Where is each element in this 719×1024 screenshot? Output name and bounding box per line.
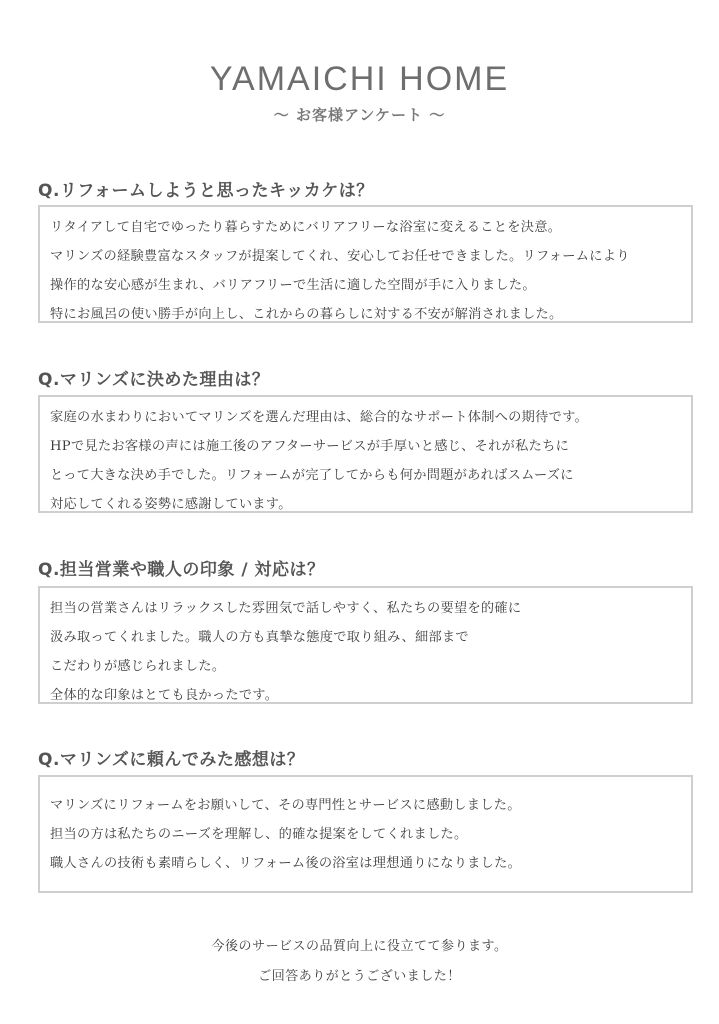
survey-subtitle: ～ お客様アンケート ～ [273,106,446,124]
answer-1-box [38,205,693,323]
answer-4-line-3: 職人さんの技術も素晴らしく、リフォーム後の浴室は理想通りになりました。 [50,856,522,871]
answer-1-line-3: 操作的な安心感が生まれ、バリアフリーで生活に適した空間が手に入りました。 [50,278,536,293]
footer-message-2: ご回答ありがとうございました！ [258,969,461,984]
answer-4-line-1: マリンズにリフォームをお願いして、その専門性とサービスに感動しました。 [50,798,521,813]
answer-3-box [38,586,693,704]
answer-3-line-3: こだわりが感じられました。 [50,659,226,674]
answer-2-line-4: 対応してくれる姿勢に感謝しています。 [50,497,292,512]
answer-4-box [38,775,693,893]
question-3-heading: Q.担当営業や職人の印象 / 対応は？ [38,560,325,580]
answer-3-line-2: 汲み取ってくれました。職人の方も真摯な態度で取り組み、細部まで [50,630,469,645]
answer-2-line-3: とって大きな決め手でした。リフォームが完了してからも何か問題があればスムーズに [50,468,574,483]
answer-1-line-1: リタイアして自宅でゆったり暮らすためにバリアフリーな浴室に変えることを決意。 [50,220,562,235]
answer-4-line-2: 担当の方は私たちのニーズを理解し、的確な提案をしてくれました。 [50,827,468,842]
brand-logo: YAMAICHI HOME [209,60,510,98]
answer-2-line-2: HPで見たお客様の声には施工後のアフターサービスが手厚いと感じ、それが私たちに [50,439,570,454]
answer-3-line-1: 担当の営業さんはリラックスした雰囲気で話しやすく、私たちの要望を的確に [50,601,522,616]
answer-2-box [38,395,693,513]
answer-3-line-4: 全体的な印象はとても良かったです。 [50,688,279,703]
question-2-heading: Q.マリンズに決めた理由は？ [38,370,270,390]
question-4-heading: Q.マリンズに頼んでみた感想は？ [38,750,305,770]
footer-message-1: 今後のサービスの品質向上に役立てて参ります。 [211,939,508,954]
answer-2-line-1: 家庭の水まわりにおいてマリンズを選んだ理由は、総合的なサポート体制への期待です。 [50,410,589,425]
question-1-heading: Q.リフォームしようと思ったキッカケは？ [38,181,374,201]
answer-1-line-2: マリンズの経験豊富なスタッフが提案してくれ、安心してお任せできました。リフォームにより [50,249,630,264]
answer-1-line-4: 特にお風呂の使い勝手が向上し、これからの暮らしに対する不安が解消されました。 [50,307,563,322]
